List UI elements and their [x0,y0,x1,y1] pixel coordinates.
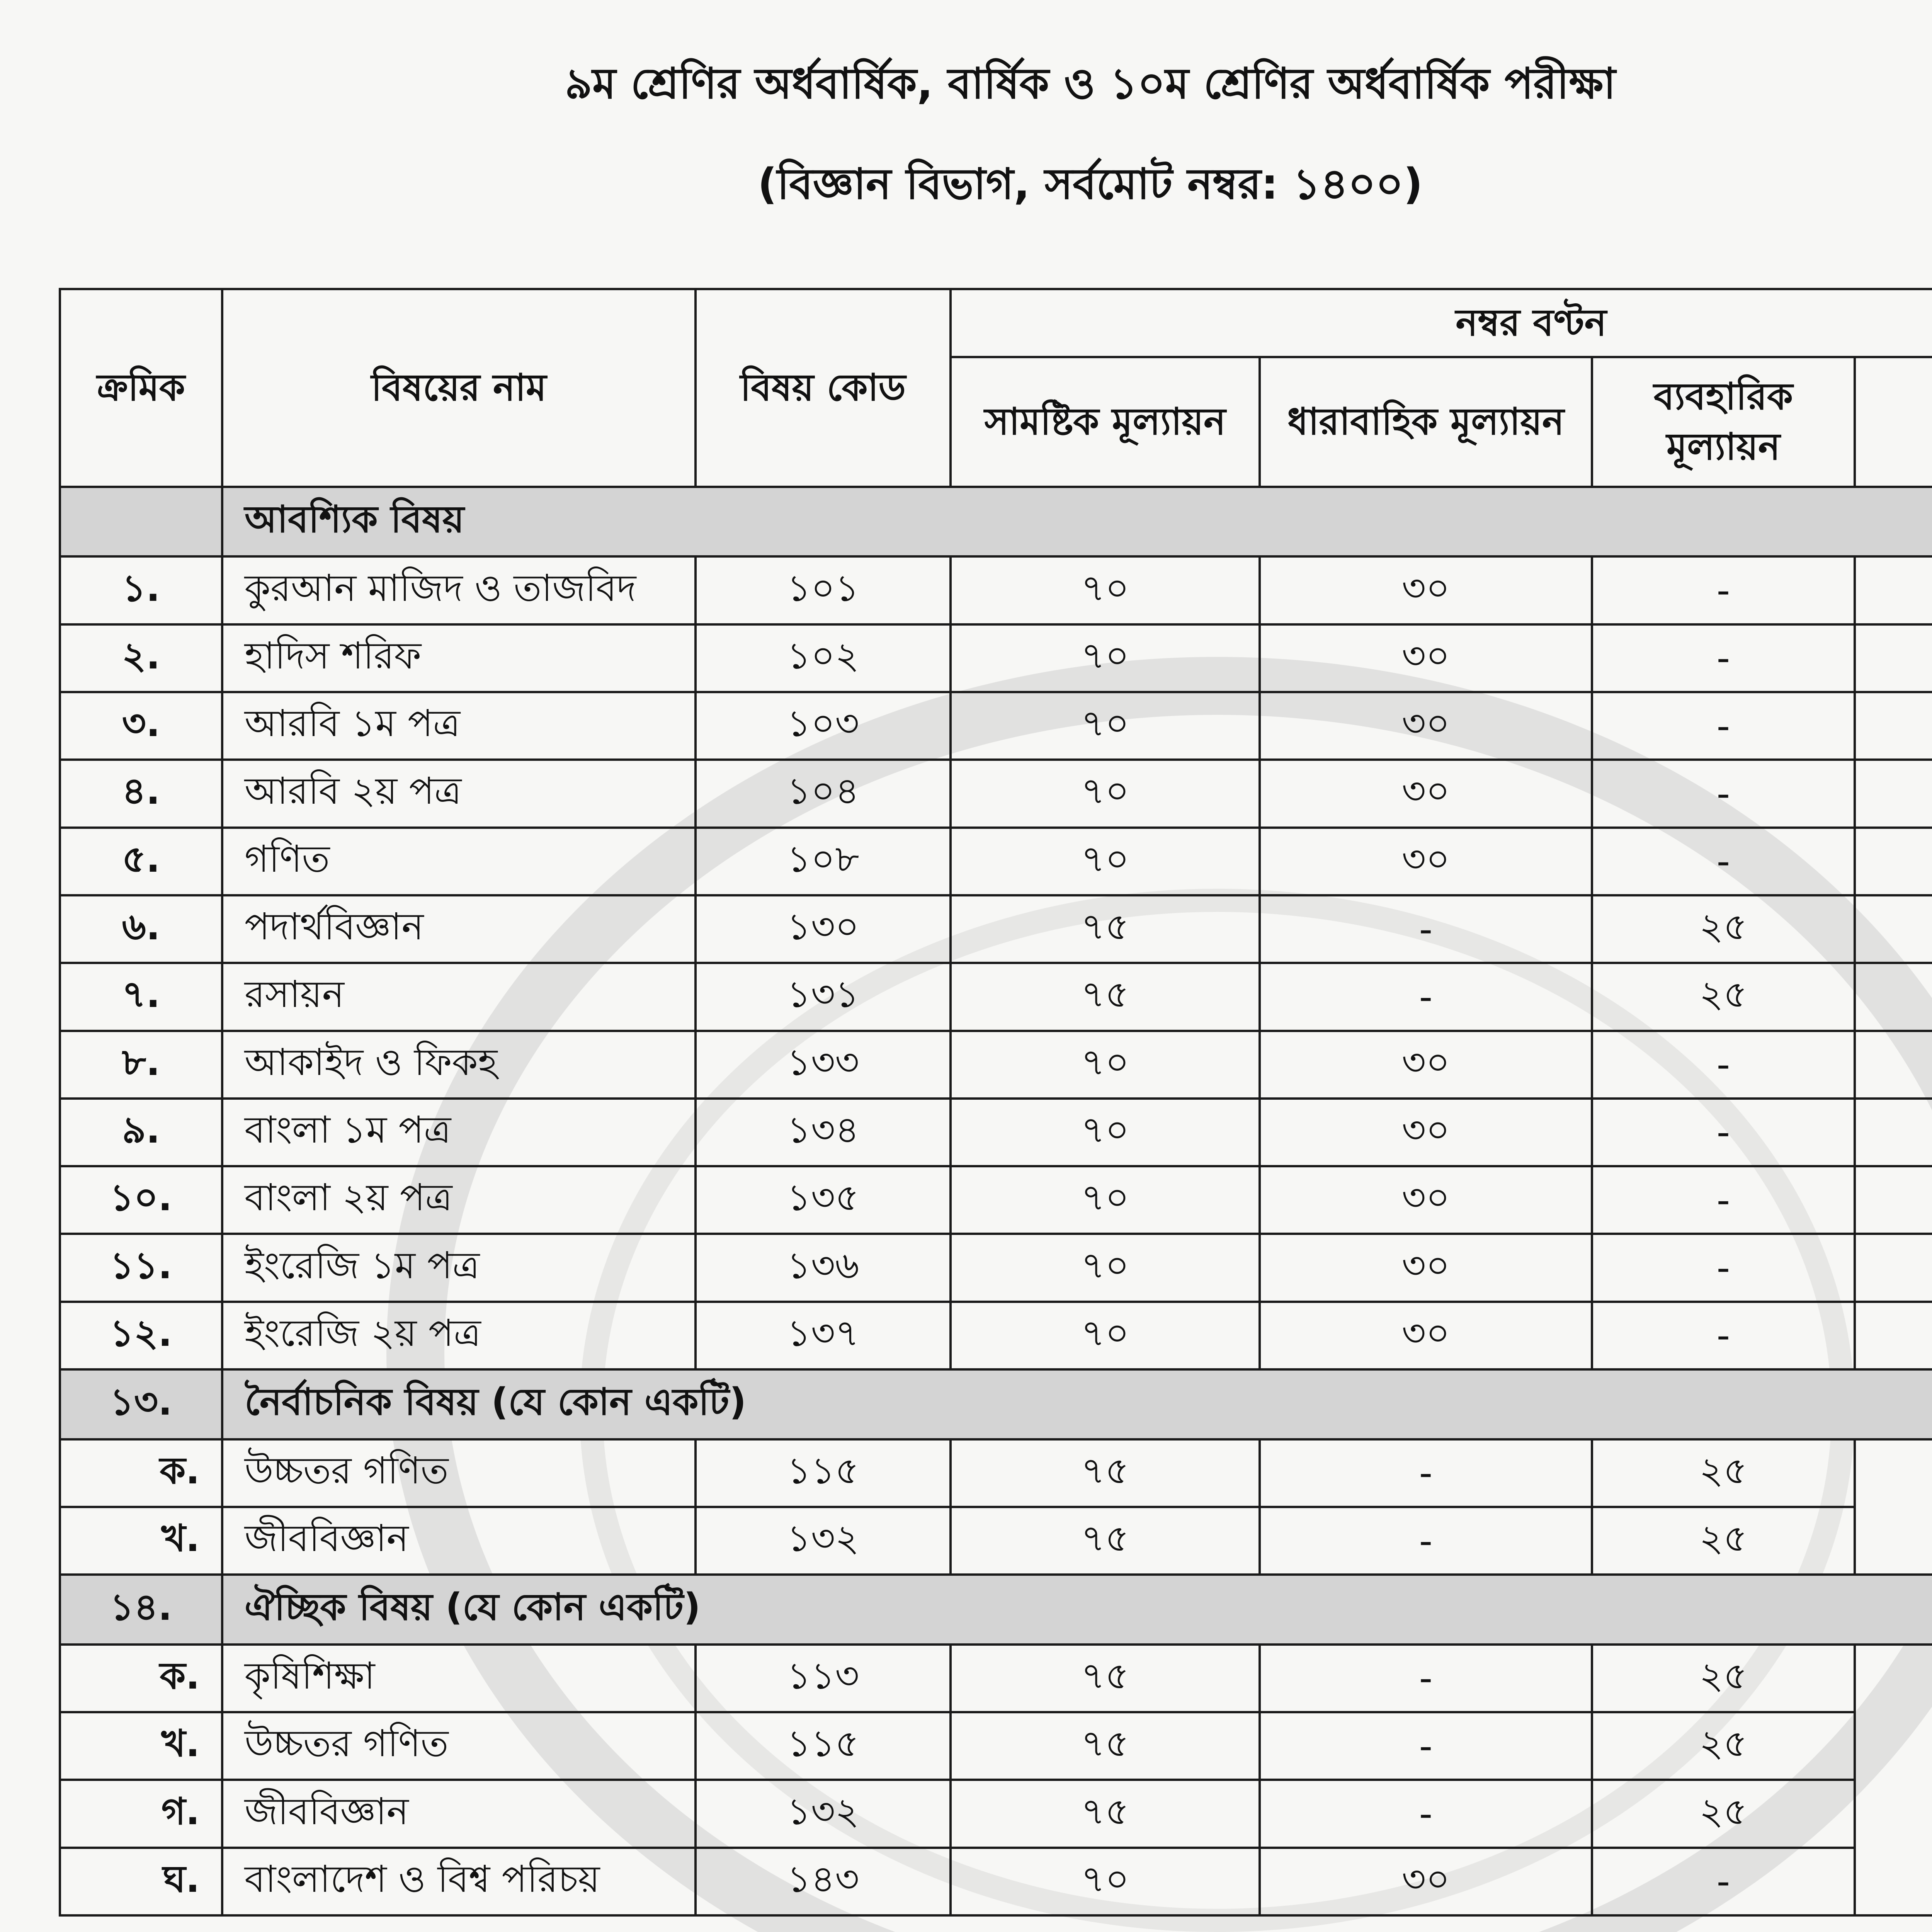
row-subject-name: ইংরেজি ১ম পত্র [222,1234,696,1301]
row-continuous: ৩০ [1260,760,1592,827]
table-row [60,1848,1932,1915]
row-total [1855,828,1932,895]
row-subject-code: ১৩৪ [696,1099,951,1166]
row-total [1855,556,1932,624]
row-serial: গ. [60,1780,222,1847]
row-subject-name: গণিত [222,828,696,895]
row-serial: ঘ. [60,1848,222,1915]
row-continuous: - [1260,895,1592,963]
row-subject-name: আকাইদ ও ফিকহ [222,1031,696,1099]
table-row [60,1645,1932,1712]
row-continuous: ৩০ [1260,556,1592,624]
section-serial: ১৪. [60,1575,222,1644]
table-row [60,1780,1932,1847]
table-header-row-top [60,289,1932,357]
row-continuous: - [1260,1439,1592,1507]
row-serial: ২. [60,624,222,692]
row-subject-code: ১৩৫ [696,1166,951,1234]
row-summative: ৭০ [951,1848,1260,1915]
row-practical: ২৫ [1592,1439,1855,1507]
table-row [60,556,1932,624]
row-subject-code: ১৩০ [696,895,951,963]
row-summative: ৭০ [951,1166,1260,1234]
row-practical: - [1592,692,1855,760]
row-continuous: ৩০ [1260,1302,1592,1369]
header-serial: ক্রমিক [60,289,222,487]
row-subject-code: ১০১ [696,556,951,624]
row-subject-code: ১১৫ [696,1439,951,1507]
header-marks-distribution: নম্বর বণ্টন [951,289,1932,357]
table-row [60,624,1932,692]
row-practical: ২৫ [1592,1507,1855,1575]
table-row [60,1302,1932,1369]
table-row [60,895,1932,963]
row-serial: ৯. [60,1099,222,1166]
optional-section-row [60,1575,1932,1644]
row-subject-code: ১১৫ [696,1712,951,1780]
row-practical: - [1592,624,1855,692]
row-subject-name: বাংলাদেশ ও বিশ্ব পরিচয় [222,1848,696,1915]
row-total [1855,760,1932,827]
row-serial: ১০. [60,1166,222,1234]
table-row [60,1507,1932,1575]
row-practical: - [1592,556,1855,624]
row-subject-code: ১৪৩ [696,1848,951,1915]
row-subject-name: উচ্চতর গণিত [222,1439,696,1507]
document-subtitle: (বিজ্ঞান বিভাগ, সর্বমোট নম্বর: ১৪০০) [757,159,1423,209]
row-total [1855,1099,1932,1166]
row-serial: ১২. [60,1302,222,1369]
row-total [1855,1302,1932,1369]
header-total [1855,357,1932,487]
row-summative: ৭০ [951,1234,1260,1301]
row-subject-code: ১০২ [696,624,951,692]
group-total [1855,1645,1932,1915]
table-row [60,1439,1932,1507]
row-serial: ১১. [60,1234,222,1301]
row-total [1855,1234,1932,1301]
row-subject-name: জীববিজ্ঞান [222,1507,696,1575]
row-subject-name: হাদিস শরিফ [222,624,696,692]
elective-section-label: নৈর্বাচনিক বিষয় (যে কোন একটি) [222,1369,1932,1439]
row-summative: ৭৫ [951,1645,1260,1712]
row-summative: ৭৫ [951,963,1260,1031]
row-subject-code: ১৩২ [696,1780,951,1847]
header-subject-name: বিষয়ের নাম [222,289,696,487]
row-continuous: ৩০ [1260,692,1592,760]
elective-section-row [60,1369,1932,1439]
row-continuous: ৩০ [1260,1166,1592,1234]
table-row [60,1166,1932,1234]
row-serial: ক. [60,1439,222,1507]
row-continuous: - [1260,1645,1592,1712]
row-subject-name: ইংরেজি ২য় পত্র [222,1302,696,1369]
row-total [1855,624,1932,692]
header-subject-code: বিষয় কোড [696,289,951,487]
row-practical: - [1592,1848,1855,1915]
optional-section-label: ঐচ্ছিক বিষয় (যে কোন একটি) [222,1575,1932,1644]
header-continuous: ধারাবাহিক মূল্যায়ন [1260,357,1592,487]
row-summative: ৭০ [951,760,1260,827]
row-summative: ৭০ [951,828,1260,895]
row-continuous: - [1260,1712,1592,1780]
row-summative: ৭০ [951,624,1260,692]
row-summative: ৭০ [951,1302,1260,1369]
compulsory-section-label: আবশ্যিক বিষয় [222,487,1932,556]
row-continuous: ৩০ [1260,1848,1592,1915]
row-summative: ৭০ [951,692,1260,760]
compulsory-rows [60,556,1932,1369]
table-row [60,828,1932,895]
row-subject-code: ১০৪ [696,760,951,827]
row-serial: ৬. [60,895,222,963]
section-serial: ১৩. [60,1369,222,1439]
table-row [60,1234,1932,1301]
row-summative: ৭৫ [951,1507,1260,1575]
row-summative: ৭০ [951,1031,1260,1099]
row-practical: - [1592,760,1855,827]
row-total [1855,1031,1932,1099]
row-practical: ২৫ [1592,963,1855,1031]
row-subject-name: পদার্থবিজ্ঞান [222,895,696,963]
table-row [60,1031,1932,1099]
table-row [60,760,1932,827]
row-continuous: ৩০ [1260,624,1592,692]
row-subject-name: কুরআন মাজিদ ও তাজবিদ [222,556,696,624]
row-total [1855,692,1932,760]
header-summative: সামষ্টিক মূল্যায়ন [951,357,1260,487]
row-subject-code: ১৩৩ [696,1031,951,1099]
table-row [60,692,1932,760]
row-serial: ৭. [60,963,222,1031]
row-subject-name: বাংলা ১ম পত্র [222,1099,696,1166]
row-practical: ২৫ [1592,1645,1855,1712]
table-row [60,963,1932,1031]
row-continuous: - [1260,1507,1592,1575]
row-subject-name: কৃষিশিক্ষা [222,1645,696,1712]
row-total [1855,895,1932,963]
row-summative: ৭৫ [951,895,1260,963]
row-practical: - [1592,1099,1855,1166]
row-continuous: - [1260,1780,1592,1847]
row-total [1855,1166,1932,1234]
row-summative: ৭৫ [951,1780,1260,1847]
table-row [60,1712,1932,1780]
row-subject-code: ১৩৭ [696,1302,951,1369]
row-serial: ৪. [60,760,222,827]
row-subject-code: ১৩২ [696,1507,951,1575]
row-practical: - [1592,1031,1855,1099]
row-subject-code: ১০৮ [696,828,951,895]
row-subject-code: ১০৩ [696,692,951,760]
row-practical: ২৫ [1592,1780,1855,1847]
row-practical: - [1592,1234,1855,1301]
row-continuous: - [1260,963,1592,1031]
group-total [1855,1439,1932,1575]
row-subject-name: আরবি ২য় পত্র [222,760,696,827]
row-serial: ১. [60,556,222,624]
row-subject-name: বাংলা ২য় পত্র [222,1166,696,1234]
row-continuous: ৩০ [1260,1234,1592,1301]
row-practical: - [1592,1302,1855,1369]
row-serial: ৩. [60,692,222,760]
row-practical: ২৫ [1592,1712,1855,1780]
row-subject-code: ১৩১ [696,963,951,1031]
row-serial: খ. [60,1507,222,1575]
row-summative: ৭৫ [951,1439,1260,1507]
row-continuous: ৩০ [1260,1099,1592,1166]
row-summative: ৭০ [951,1099,1260,1166]
row-summative: ৭৫ [951,1712,1260,1780]
row-practical: - [1592,828,1855,895]
document-title: ৯ম শ্রেণির অর্ধবার্ষিক, বার্ষিক ও ১০ম শ্রেণির অর্ধবার্ষিক পরীক্ষা [565,59,1616,108]
row-continuous: ৩০ [1260,1031,1592,1099]
row-subject-code: ১১৩ [696,1645,951,1712]
row-continuous: ৩০ [1260,828,1592,895]
section-serial-empty [60,487,222,556]
optional-rows [60,1575,1932,1915]
row-subject-name: উচ্চতর গণিত [222,1712,696,1780]
marks-distribution-table [59,288,1932,1917]
row-serial: খ. [60,1712,222,1780]
header-practical: ব্যবহারিক মূল্যায়ন [1592,357,1855,487]
row-summative: ৭০ [951,556,1260,624]
row-serial: ৮. [60,1031,222,1099]
row-practical: - [1592,1166,1855,1234]
row-serial: ৫. [60,828,222,895]
row-subject-name: রসায়ন [222,963,696,1031]
row-serial: ক. [60,1645,222,1712]
row-subject-code: ১৩৬ [696,1234,951,1301]
row-subject-name: আরবি ১ম পত্র [222,692,696,760]
elective-rows [60,1369,1932,1575]
row-total [1855,963,1932,1031]
row-subject-name: জীববিজ্ঞান [222,1780,696,1847]
compulsory-section-row [60,487,1932,556]
table-row [60,1099,1932,1166]
row-practical: ২৫ [1592,895,1855,963]
